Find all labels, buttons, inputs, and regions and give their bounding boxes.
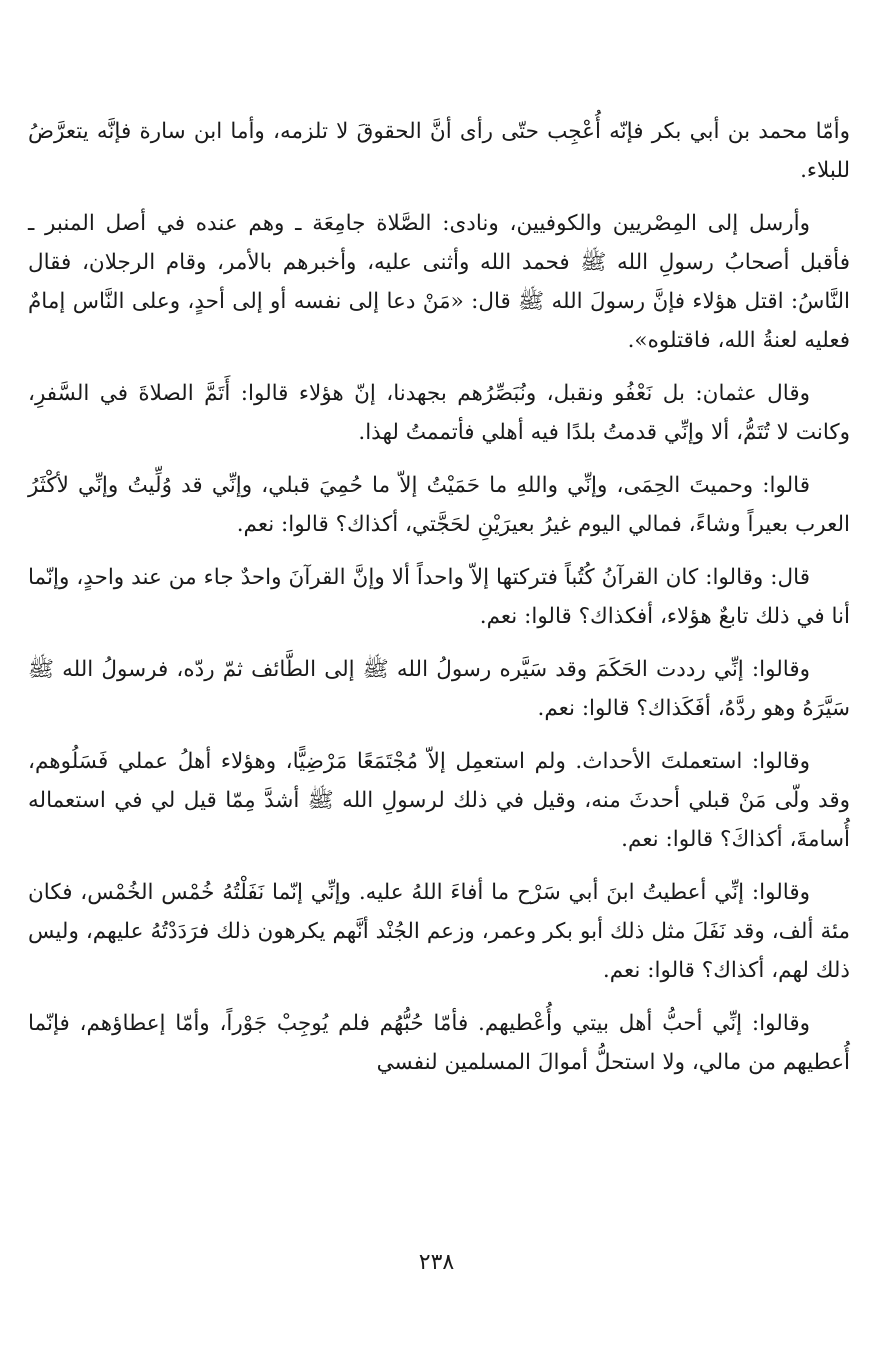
paragraph-4: قالوا: وحميتَ الحِمَى، وإنِّي واللهِ ما حَمَيْتُ إلاّ ما حُمِيَ قبلي، وإنِّي قد وُلِّيتُ وإنِّي لأكْثَرُ العرب بعيراً وشاءً، فمالي اليوم غيرُ بعيرَيْنِ لحَجَّتي، أكذاك؟ قالوا: نعم.: [28, 473, 850, 537]
paragraph-6: وقالوا: إنِّي رددت الحَكَمَ وقد سَيَّره رسولُ الله ﷺ إلى الطَّائف ثمّ ردّه، فرسولُ الله ﷺ سَيَّرَهُ وهو ردَّهُ، أفَكَذاك؟ قالوا: نعم.: [28, 657, 850, 721]
page-body: [28, 112, 850, 1096]
paragraph-3: وقال عثمان: بل نَعْفُو ونقبل، ونُبَصِّرُهم بجهدنا، إنّ هؤلاء قالوا: أَتَمَّ الصلاةَ في السَّفرِ، وكانت لا تُتَمُّ، ألا وإنِّي قدمتُ بلدًا فيه أهلي فأتممتُ لهذا.: [28, 381, 850, 445]
paragraph-8: وقالوا: إنِّي أعطيتُ ابنَ أبي سَرْح ما أفاءَ اللهُ عليه. وإنِّي إنّما نَفَلْتُهُ خُمْس الخُمْس، فكان مئة ألف، وقد نَفَلَ مثل ذلك أبو بكر وعمر، وزعم الجُنْد أنَّهم يكرهون ذلك فرَدَدْتُهُ عليهم، وليس ذلك لهم، أكذاك؟ قالوا: نعم.: [28, 880, 850, 983]
paragraph-1: وأمّا محمد بن أبي بكر فإنّه أُعْجِب حتّى رأى أنَّ الحقوقَ لا تلزمه، وأما ابن سارة فإنَّه يتعرَّضُ للبلاء.: [28, 119, 850, 183]
paragraph-5: قال: وقالوا: كان القرآنُ كُتُباً فتركتها إلاّ واحداً ألا وإنَّ القرآنَ واحدٌ جاء من عند واحدٍ، وإنّما أنا في ذلك تابعٌ هؤلاء، أفكذاك؟ قالوا: نعم.: [28, 565, 850, 629]
paragraph-9: وقالوا: إنِّي أحبُّ أهل بيتي وأُعْطيهم. فأمّا حُبُّهُم فلم يُوجِبْ جَوْراً، وأمّا إعطاؤهم، فإنّما أُعطيهم من مالي، ولا استحلُّ أموالَ المسلمين لنفسي: [28, 1011, 850, 1075]
paragraph-7: وقالوا: استعملتَ الأحداث. ولم استعمِل إلاّ مُجْتَمَعًا مَرْضِيًّا، وهؤلاء أهلُ عملي فَسَلُوهم، وقد ولّى مَنْ قبلي أحدثَ منه، وقيل في ذلك لرسولِ الله ﷺ أشدَّ مِمّا قيل لي في استعماله أُسامةَ، أكذاكَ؟ قالوا: نعم.: [28, 749, 850, 852]
paragraph-2: وأرسل إلى المِصْريين والكوفيين، ونادى: الصَّلاة جامِعَة ـ وهم عنده في أصل المنبر ـ فأقبل أصحابُ رسولِ الله ﷺ فحمد الله وأثنى عليه، وأخبرهم بالأمر، وقام الرجلان، فقال النَّاسُ: اقتل هؤلاء فإنَّ رسولَ الله ﷺ قال: «مَنْ دعا إلى نفسه أو إلى أحدٍ، وعلى النَّاس إمامٌ فعليه لعنةُ الله، فاقتلوه».: [28, 211, 850, 353]
page-number: ٢٣٨: [418, 1250, 455, 1275]
